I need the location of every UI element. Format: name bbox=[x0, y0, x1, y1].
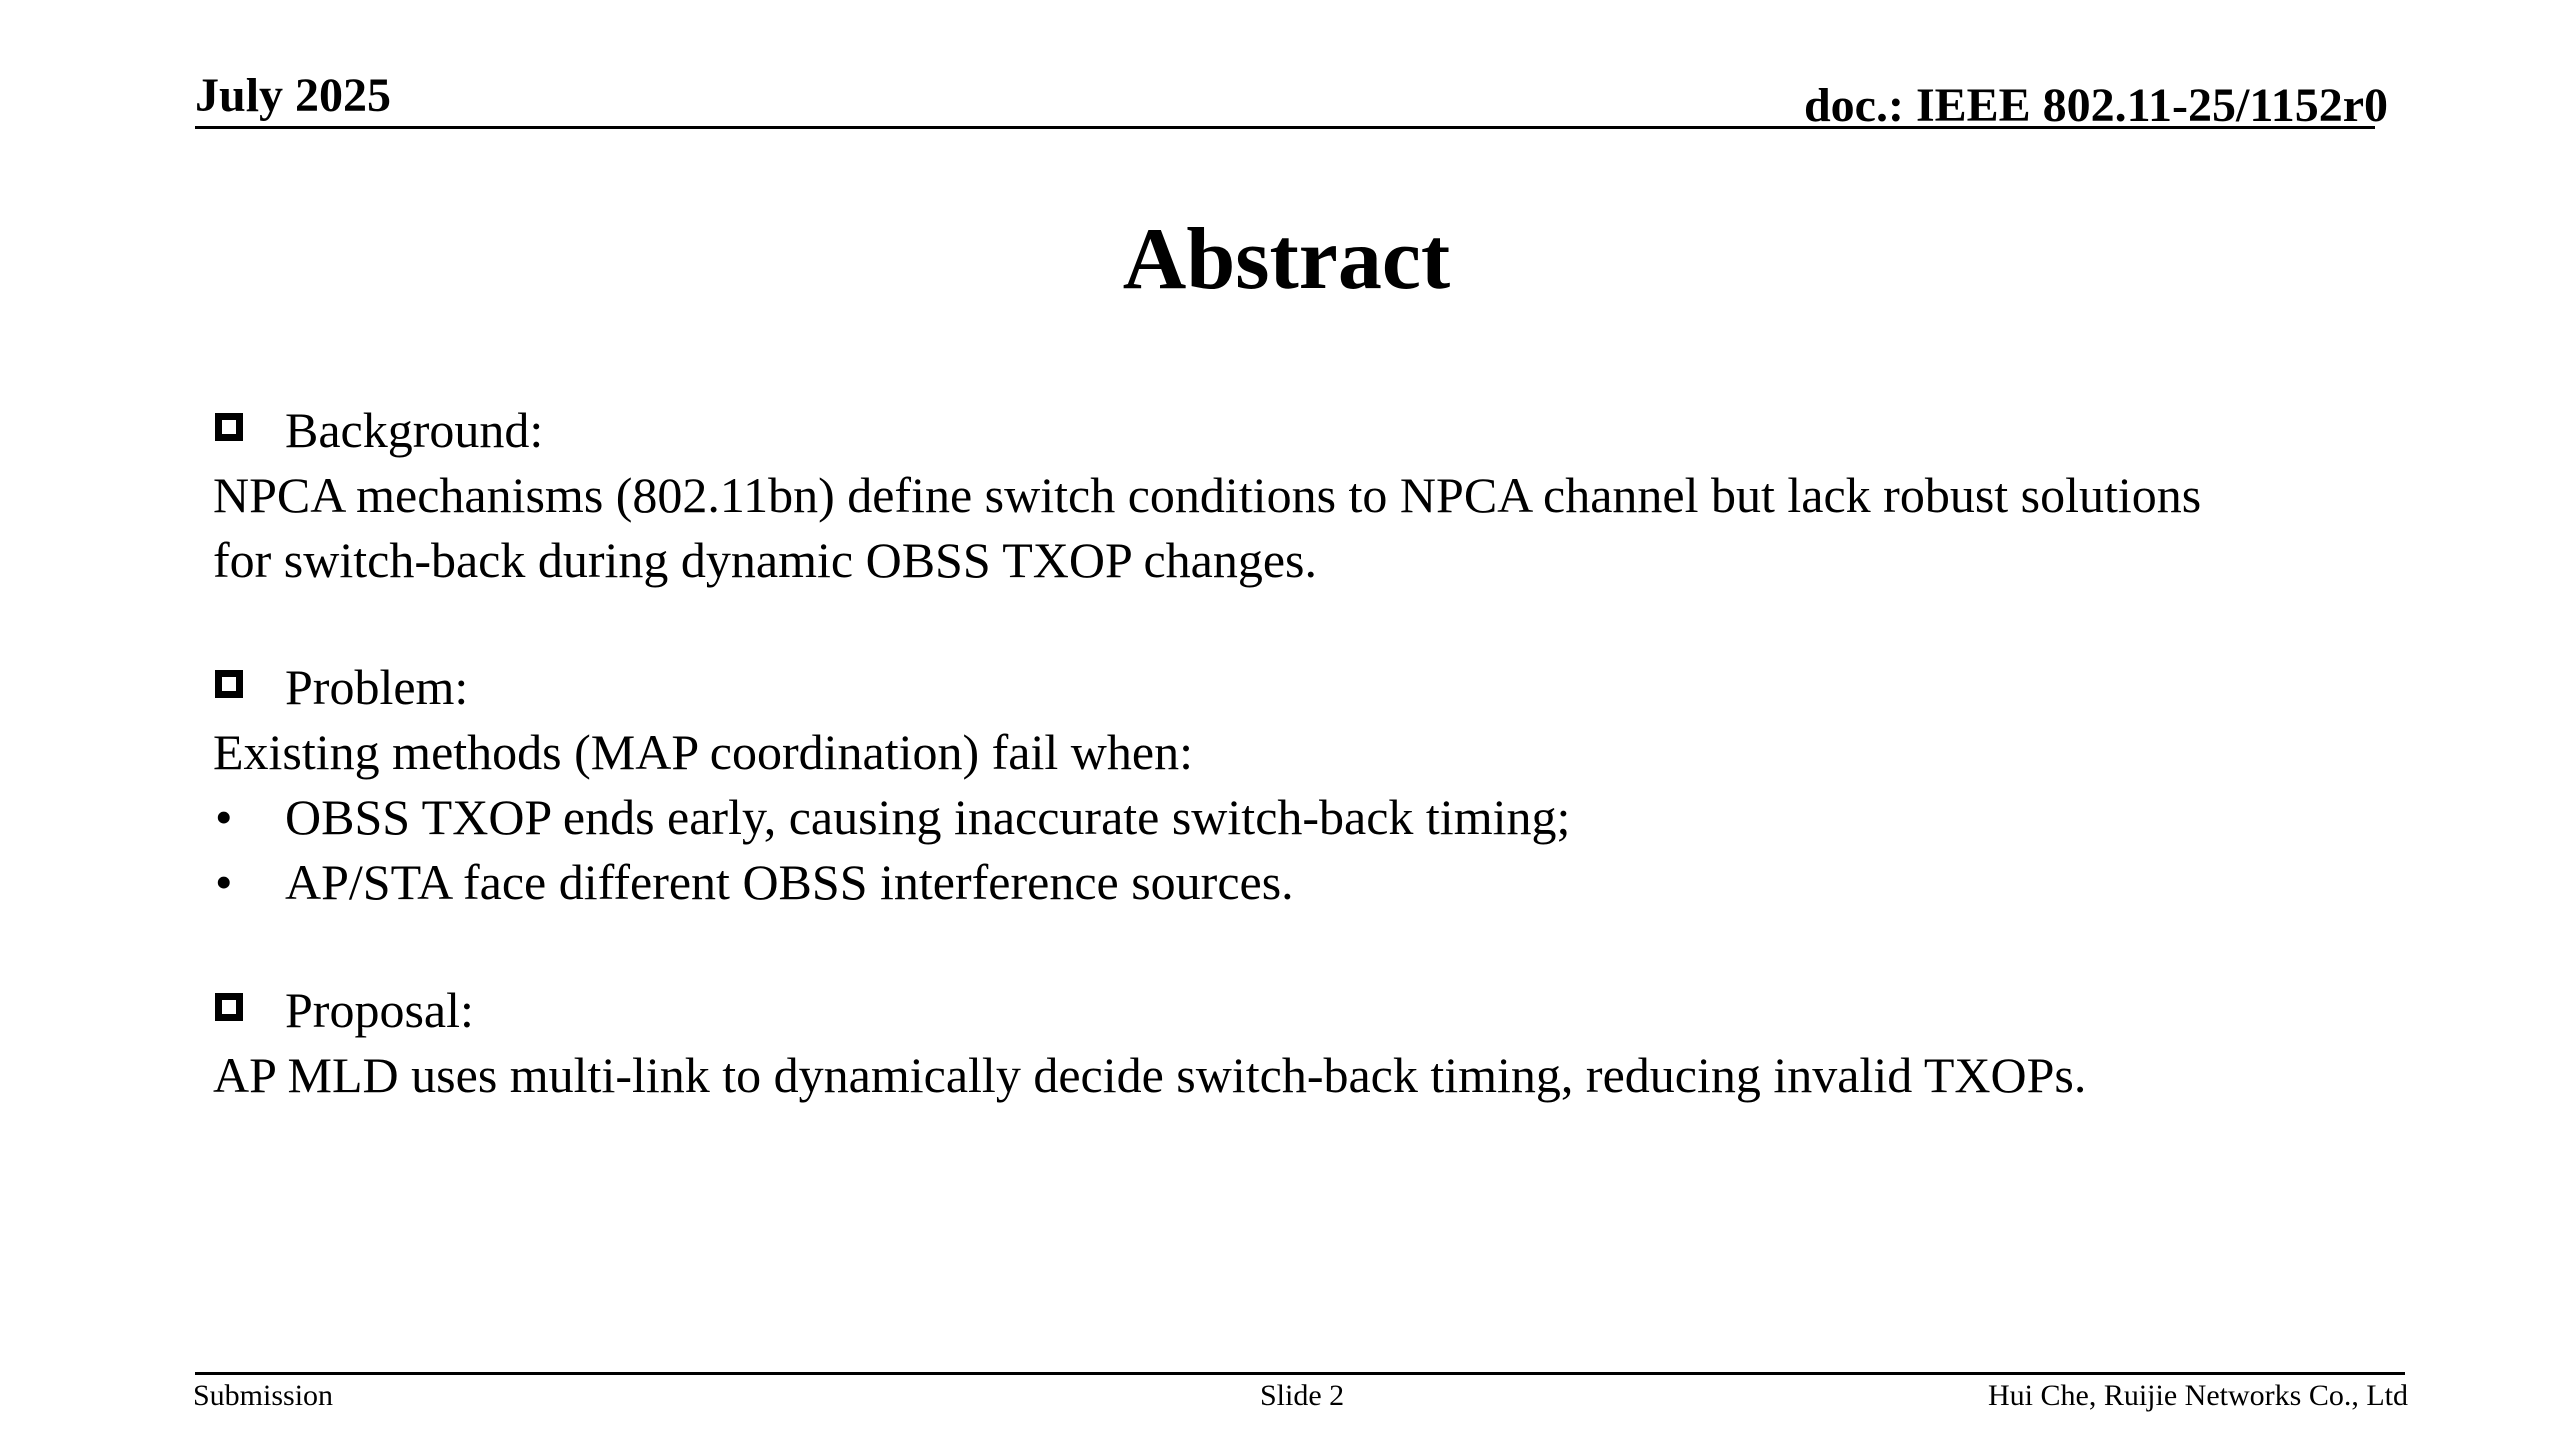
background-text-line-2: for switch-back during dynamic OBSS TXOP changes. bbox=[213, 532, 1318, 588]
section-heading-background bbox=[213, 398, 2413, 463]
square-checkbox-icon bbox=[215, 993, 243, 1021]
bullet-icon: • bbox=[215, 854, 233, 910]
section-heading-label: Proposal: bbox=[285, 982, 474, 1038]
section-heading-label: Background: bbox=[285, 402, 544, 458]
bullet-text: AP/STA face different OBSS interference sources. bbox=[285, 854, 1294, 910]
list-item bbox=[213, 785, 2413, 850]
header-date: July 2025 bbox=[195, 69, 392, 122]
slide-title: Abstract bbox=[1122, 211, 1451, 308]
header-doc-id: doc.: IEEE 802.11-25/1152r0 bbox=[1803, 79, 2388, 132]
footer-slide-number: Slide 2 bbox=[1260, 1379, 1345, 1412]
section-heading-proposal bbox=[213, 978, 2413, 1043]
footer-submission: Submission bbox=[193, 1379, 334, 1412]
slide-content bbox=[213, 398, 2413, 1108]
header-divider bbox=[195, 126, 2375, 129]
background-text-line-1: NPCA mechanisms (802.11bn) define switch conditions to NPCA channel but lack robust solutions bbox=[213, 467, 2202, 523]
section-heading-problem bbox=[213, 655, 2413, 720]
section-heading-label: Problem: bbox=[285, 659, 469, 715]
proposal-text-line-1: AP MLD uses multi-link to dynamically decide switch-back timing, reducing invalid TXOPs. bbox=[213, 1047, 2087, 1103]
square-checkbox-icon bbox=[215, 413, 243, 441]
footer-divider bbox=[195, 1372, 2405, 1375]
bullet-text: OBSS TXOP ends early, causing inaccurate switch-back timing; bbox=[285, 789, 1571, 845]
problem-bullet-list bbox=[213, 785, 2413, 915]
section-gap bbox=[213, 915, 2413, 978]
bullet-icon: • bbox=[215, 789, 233, 845]
section-problem bbox=[213, 655, 2413, 915]
list-item bbox=[213, 850, 2413, 915]
problem-text-line-1: Existing methods (MAP coordination) fail when: bbox=[213, 724, 1193, 780]
square-checkbox-icon bbox=[215, 670, 243, 698]
footer-author: Hui Che, Ruijie Networks Co., Ltd bbox=[1988, 1379, 2408, 1412]
section-gap bbox=[213, 593, 2413, 655]
section-proposal bbox=[213, 978, 2413, 1108]
section-background bbox=[213, 398, 2413, 593]
